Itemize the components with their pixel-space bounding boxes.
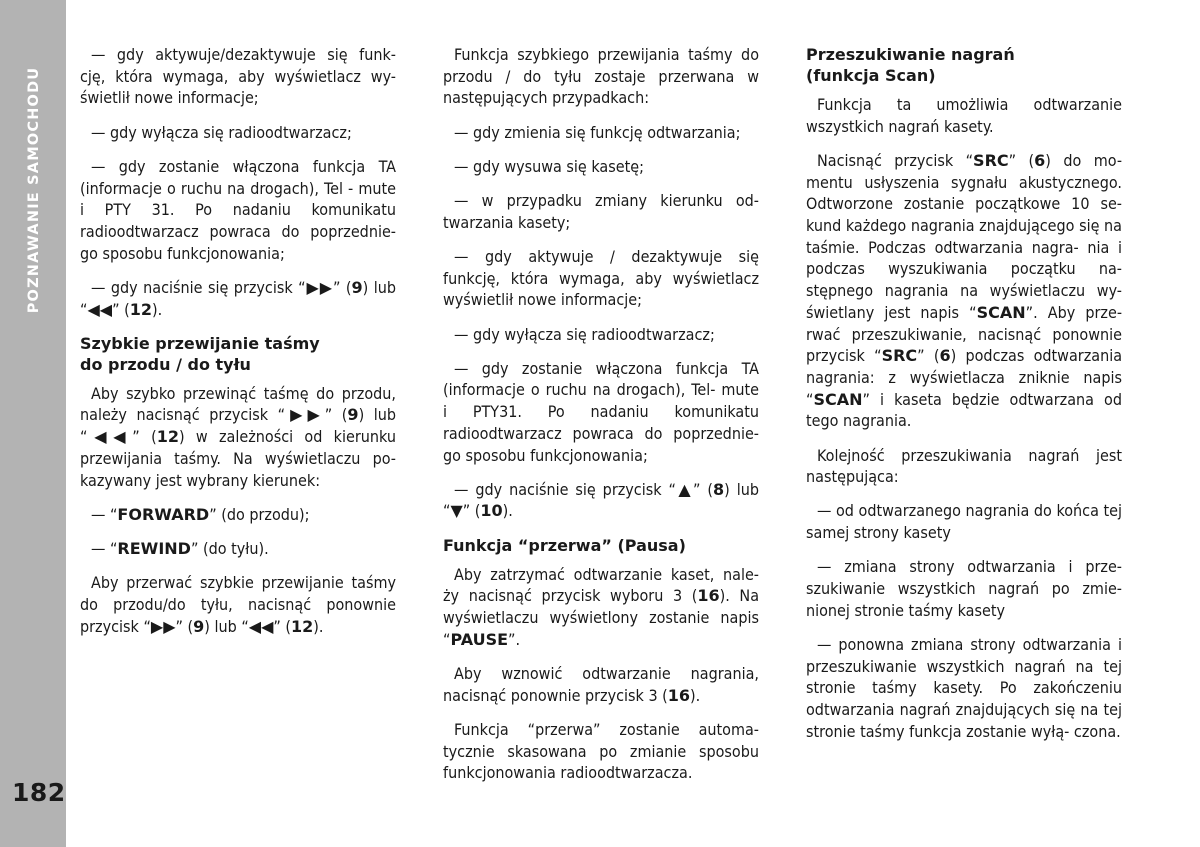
paragraph: — gdy zostanie włączona funkcja TA (informacje o ruchu na drogach), Tel - mute i PTY 31. Po nadaniu komunikatu radioodtwarzacz powraca do poprzednie- go sposobu funkcjonowania; (80, 156, 396, 263)
paragraph: Kolejność przeszukiwania nagrań jest następująca: (806, 445, 1122, 487)
paragraph: — ponowna zmiana strony odtwarzania i przeszukiwanie wszystkich nagrań na tej stronie taśmy kasety. Po zakończeniu odtwarzania nagrań znajdujących się na tej stronie taśmy funkcja zostanie wyłą- czona. (806, 634, 1122, 741)
paragraph: — gdy zmienia się funkcję odtwarzania; (454, 122, 741, 142)
paragraph: Nacisnąć przycisk “SRC” (6) do mo- mentu usłyszenia sygnału akustycznego. Odtworzone zostanie początkowe 10 se- kund każdego nagrania znajdującego się na taśmie. Podczas odtwarzania nagra- nia i podczas wyszukiwania początku na- stępnego nagrania na wyświetlaczu wy- świetlany jest napis “SCAN”. Aby prze- rwać przeszukiwanie, nacisnąć ponownie przycisk “SRC” (6) podczas odtwarzania nagrania: z wyświetlacza zniknie napis “SCAN” i kaseta będzie odtwarzana od tego nagrania. (806, 150, 1123, 431)
paragraph: — zmiana strony odtwarzania i prze- szukiwanie wszystkich nagrań po zmie- nionej stronie taśmy kasety (806, 557, 1122, 620)
paragraph: — gdy naciśnie się przycisk “▲” (8) lub “▼” (10). (443, 479, 759, 521)
paragraph: — gdy naciśnie się przycisk “▶▶” (9) lub “◀◀” (12). (80, 277, 397, 319)
section-heading: Szybkie przewijanie taśmy do przodu / do tyłu (80, 333, 320, 374)
text-column-1 (80, 44, 396, 650)
text-column-3 (806, 44, 1122, 755)
section-title: POZNAWANIE SAMOCHODU (26, 66, 42, 314)
paragraph: — “REWIND” (do tyłu). (91, 538, 269, 558)
paragraph: Funkcja “przerwa” zostanie automa- tycznie skasowana po zmianie sposobu funkcjonowania radioodtwarzacza. (443, 719, 759, 783)
section-heading: Funkcja “przerwa” (Pausa) (443, 535, 686, 555)
text-column-2 (443, 44, 759, 796)
paragraph: Funkcja ta umożliwia odtwarzanie wszystkich nagrań kasety. (806, 95, 1122, 136)
paragraph: — gdy wysuwa się kasetę; (454, 156, 644, 176)
paragraph: — gdy aktywuje / dezaktywuje się funkcję, która wymaga, aby wyświetlacz wyświetlił nowe informacje; (443, 246, 759, 310)
paragraph: — “FORWARD” (do przodu); (91, 504, 310, 524)
paragraph: Funkcja szybkiego przewijania taśmy do przodu / do tyłu zostaje przerwana w następujących przypadkach: (443, 45, 759, 108)
paragraph: Aby wznowić odtwarzanie nagrania, nacisnąć ponownie przycisk 3 (16). (443, 663, 759, 705)
paragraph: — gdy aktywuje/dezaktywuje się funk- cję, która wymaga, aby wyświetlacz wy- świetlił nowe informacje; (80, 45, 396, 108)
paragraph: — od odtwarzanego nagrania do końca tej samej strony kasety (806, 501, 1122, 543)
paragraph: Aby zatrzymać odtwarzanie kaset, nale- ży nacisnąć przycisk wyboru 3 (16). Na wyświetlaczu wyświetlony zostanie napis “PAUSE”. (443, 564, 760, 649)
paragraph: Aby szybko przewinąć taśmę do przodu, należy nacisnąć przycisk “▶▶” (9) lub “◀◀” (12) w zależności od kierunku przewijania taśmy. Na wyświetlaczu po- kazywany jest wybrany kierunek: (80, 383, 397, 490)
section-heading: Przeszukiwanie nagrań (funkcja Scan) (806, 45, 1015, 85)
page-number: 182 (12, 778, 66, 807)
paragraph: — gdy wyłącza się radioodtwarzacz; (454, 324, 715, 344)
sidebar (0, 0, 66, 847)
paragraph: — w przypadku zmiany kierunku od- twarzania kasety; (443, 191, 759, 232)
paragraph: — gdy zostanie włączona funkcja TA (informacje o ruchu na drogach), Tel- mute i PTY31. Po nadaniu komunikatu radioodtwarzacz powraca do poprzednie- go sposobu funkcjonowania; (443, 358, 759, 465)
paragraph: Aby przerwać szybkie przewijanie taśmy do przodu/do tyłu, nacisnąć ponownie przycisk “▶▶” (9) lub “◀◀” (12). (80, 573, 396, 636)
paragraph: — gdy wyłącza się radioodtwarzacz; (91, 122, 352, 142)
